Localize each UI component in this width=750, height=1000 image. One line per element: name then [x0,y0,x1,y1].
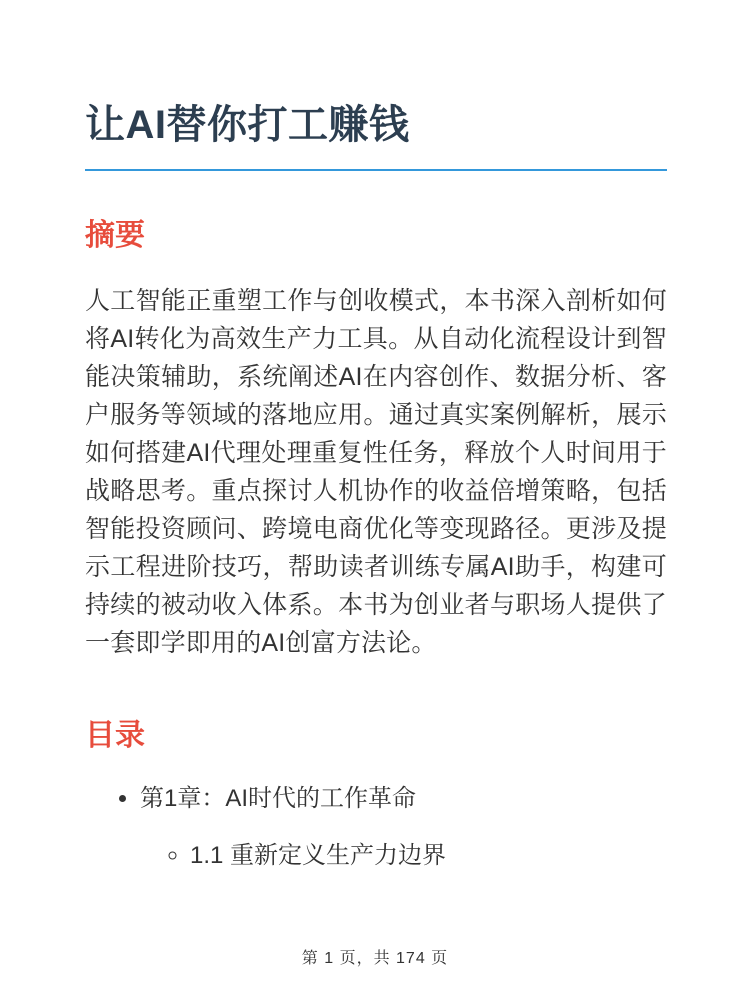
page-number: 第 1 页，共 174 页 [301,950,449,967]
toc-section-label: 1.1 重新定义生产力边界 [190,842,447,869]
toc-chapter-item [140,782,667,872]
toc-section-item [190,839,667,872]
toc-sublist [140,839,667,872]
toc-heading: 目录 [85,719,145,752]
toc-list [85,782,667,872]
title-divider [85,169,667,171]
page-title: 让AI替你打工赚钱 [85,103,410,147]
toc-chapter-label: 第1章：AI时代的工作革命 [140,785,417,812]
abstract-paragraph: 人工智能正重塑工作与创收模式，本书深入剖析如何将AI转化为高效生产力工具。从自动化流程设计到智能决策辅助，系统阐述AI在内容创作、数据分析、客户服务等领域的落地应用。通过真实案例解析，展示如何搭建AI代理处理重复性任务，释放个人时间用于战略思考。重点探讨人机协作的收益倍增策略，包括智能投资顾问、跨境电商优化等变现路径。更涉及提示工程进阶技巧，帮助读者训练专属AI助手，构建可持续的被动收入体系。本书为创业者与职场人提供了一套即学即用的AI创富方法论。 [85,287,667,657]
abstract-heading: 摘要 [85,219,145,252]
